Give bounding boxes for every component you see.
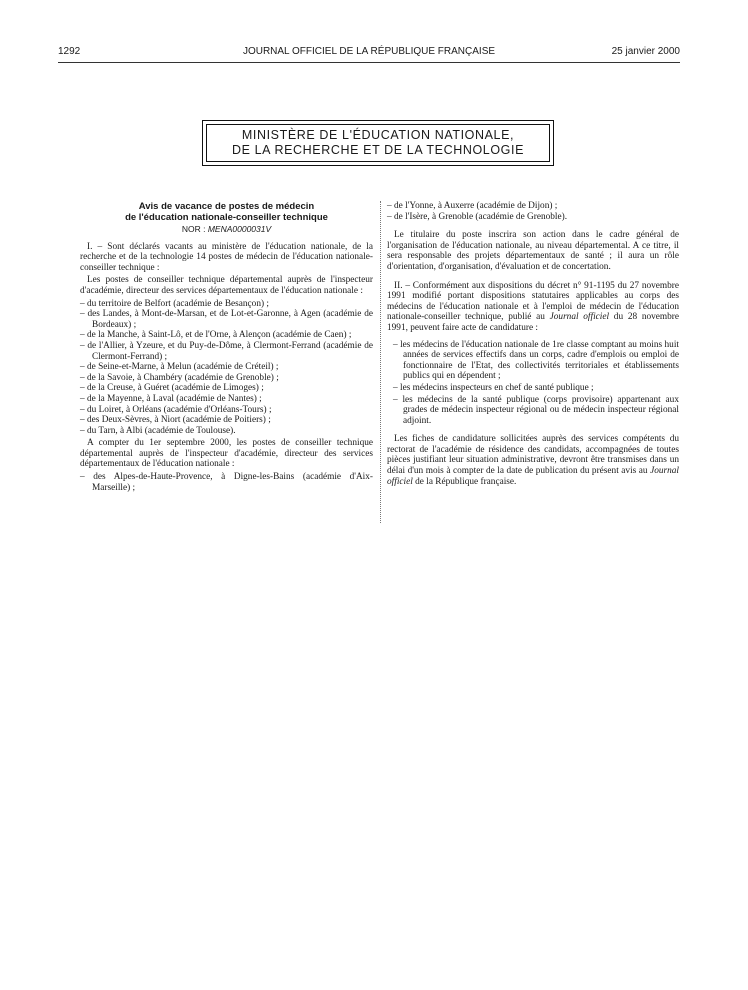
- ministry-box: [202, 120, 554, 166]
- page-number: 1292: [58, 46, 81, 57]
- list-item: – de l'Yonne, à Auxerre (académie de Dijon) ;: [387, 201, 679, 212]
- list-item: – du territoire de Belfort (académie de Besançon) ;: [80, 299, 373, 310]
- list-item: – de la Savoie, à Chambéry (académie de Grenoble) ;: [80, 373, 373, 384]
- paragraph-6-journal-name: Journal officiel: [387, 466, 679, 487]
- ministry-box-inner: [206, 124, 550, 162]
- candidate-list: [387, 340, 679, 427]
- page-header: [58, 46, 680, 63]
- ministry-line-2: DE LA RECHERCHE ET DE LA TECHNOLOGIE: [231, 143, 525, 157]
- paragraph-6-part-a: Les fiches de candidature sollicitées auprès des services compétents du rectorat de l'académie de résidence des candidats, accompagnées de toutes pièces justifiant leur situation administrative, devront être transmises dans un délai d'un mois à compter de la date de publication du présent avis au: [387, 434, 679, 477]
- paragraph-2: Les postes de conseiller technique départemental auprès de l'inspecteur d'académie, directeur des services départementaux de l'éducation nationale :: [80, 275, 373, 296]
- list-item: – des Alpes-de-Haute-Provence, à Digne-les-Bains (académie d'Aix-Marseille) ;: [80, 472, 373, 493]
- list-item: – de l'Allier, à Yzeure, et du Puy-de-Dôme, à Clermont-Ferrand (académie de Clermont-Ferrand) ;: [80, 341, 373, 362]
- list-item: – de l'Isère, à Grenoble (académie de Grenoble).: [387, 212, 679, 223]
- paragraph-5-journal-name: Journal officiel: [549, 312, 610, 323]
- list-item: – de la Mayenne, à Laval (académie de Nantes) ;: [80, 394, 373, 405]
- paragraph-6: [387, 434, 679, 487]
- list-item: – des Deux-Sèvres, à Niort (académie de Poitiers) ;: [80, 415, 373, 426]
- list-item: – les médecins de l'éducation nationale de 1re classe comptant au moins huit années de services effectifs dans un corps, cadre d'emplois ou emploi de fonctionnaire de l'Etat, des collectivités territoriales et établissements publics qui en dépendent ;: [387, 340, 679, 382]
- paragraph-5-part-b: du 28 novembre 1991, peuvent faire acte de candidature :: [387, 312, 679, 333]
- list-item: – les médecins inspecteurs en chef de santé publique ;: [387, 383, 679, 394]
- nor-code: MENA0000031V: [207, 224, 272, 234]
- list-item: – du Tarn, à Albi (académie de Toulouse).: [80, 426, 373, 437]
- notice-title: [80, 201, 373, 223]
- paragraph-5: [387, 281, 679, 334]
- paragraph-4: Le titulaire du poste inscrira son action dans le cadre général de l'organisation de l'éducation nationale, au niveau départemental. A ce titre, il sera responsable des projets départementaux de santé ; il aura un rôle d'orientation, d'organisation, d'évaluation et de concertation.: [387, 230, 679, 272]
- paragraph-5-part-a: II. – Conformément aux dispositions du décret n° 91-1195 du 27 novembre 1991 modifié portant dispositions statutaires applicables au corps des médecins de l'éducation nationale et à l'emploi de médecin de l'éducation nationale-conseiller technique, publié au: [387, 280, 679, 323]
- nor-reference: [80, 224, 373, 235]
- department-list-2-start: [80, 472, 373, 493]
- list-item: – les médecins de la santé publique (corps provisoire) appartenant aux grades de médecin inspecteur régional ou de médecin inspecteur régional adjoint.: [387, 395, 679, 427]
- notice-title-line-1: Avis de vacance de postes de médecin: [138, 201, 315, 212]
- ministry-line-1: MINISTÈRE DE L'ÉDUCATION NATIONALE,: [241, 128, 515, 142]
- notice-title-line-2: de l'éducation nationale-conseiller technique: [125, 212, 328, 223]
- column-divider: [380, 201, 381, 523]
- list-item: – de la Creuse, à Guéret (académie de Limoges) ;: [80, 383, 373, 394]
- list-item: – de la Manche, à Saint-Lô, et de l'Orne, à Alençon (académie de Caen) ;: [80, 330, 373, 341]
- paragraph-3: A compter du 1er septembre 2000, les postes de conseiller technique départemental auprès de l'inspecteur d'académie, directeur des services départementaux de l'éducation nationale :: [80, 438, 373, 470]
- right-column: [387, 201, 679, 489]
- list-item: – des Landes, à Mont-de-Marsan, et de Lot-et-Garonne, à Agen (académie de Bordeaux) ;: [80, 309, 373, 330]
- department-list-1: [80, 299, 373, 437]
- nor-label: NOR :: [181, 224, 206, 234]
- paragraph-6-part-b: de la République française.: [412, 476, 517, 487]
- left-column: [80, 201, 373, 495]
- publication-date: 25 janvier 2000: [611, 46, 680, 57]
- list-item: – de Seine-et-Marne, à Melun (académie de Créteil) ;: [80, 362, 373, 373]
- paragraph-1: I. – Sont déclarés vacants au ministère de l'éducation nationale, de la recherche et de la technologie 14 postes de médecin de l'éducation nationale-conseiller technique :: [80, 241, 373, 273]
- journal-title: JOURNAL OFFICIEL DE LA RÉPUBLIQUE FRANÇAISE: [242, 46, 496, 57]
- list-item: – du Loiret, à Orléans (académie d'Orléans-Tours) ;: [80, 405, 373, 416]
- department-list-2-end: [387, 201, 679, 222]
